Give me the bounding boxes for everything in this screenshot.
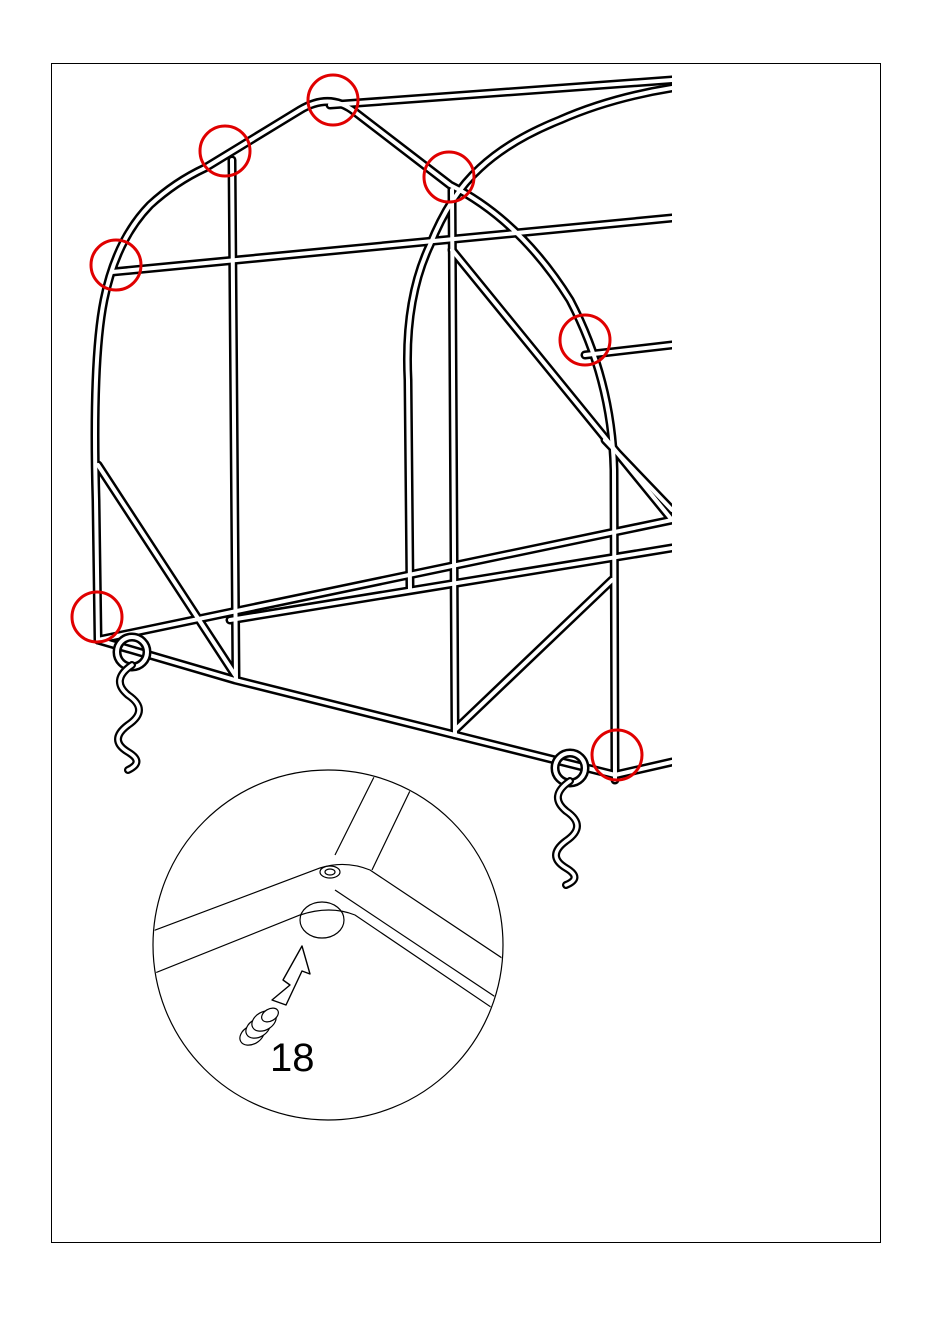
joint-markers [72,75,642,780]
base-bar-front [98,640,672,775]
part-number-label: 18 [270,1036,315,1080]
front-arch [95,101,615,780]
frame-tubes [95,80,672,780]
ground-anchor-left [117,637,147,770]
ground-anchor-right [555,753,585,885]
detail-view [150,765,520,1120]
rear-arch [407,88,672,590]
